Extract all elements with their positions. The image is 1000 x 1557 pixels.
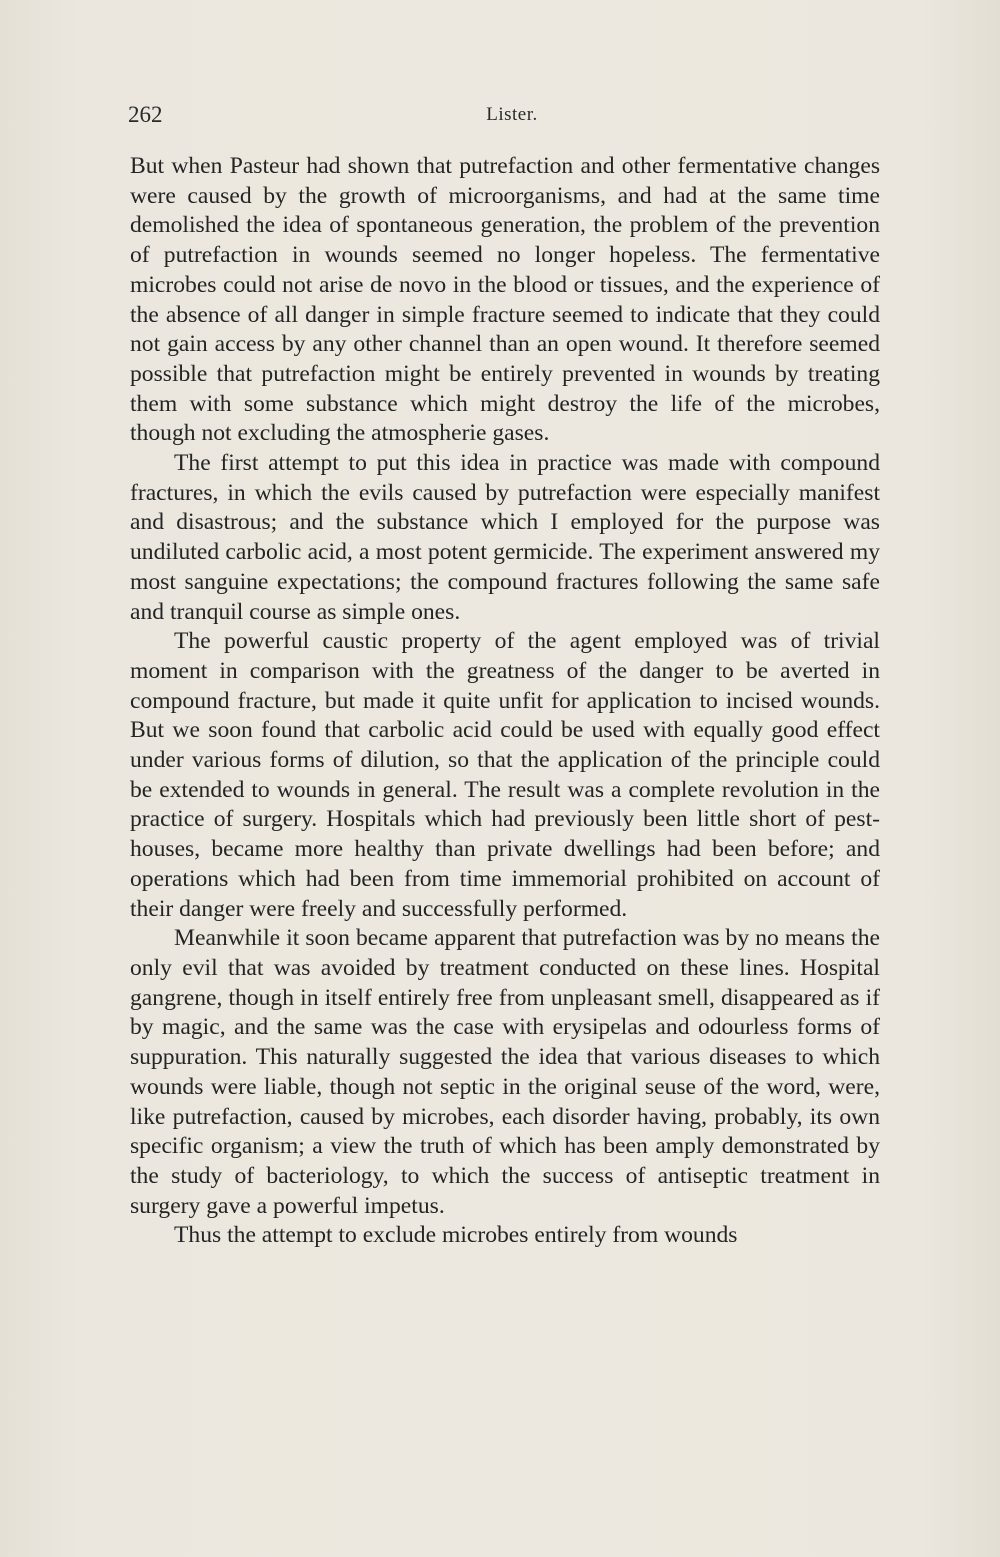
- body-text: [130, 152, 880, 1251]
- running-title: Lister.: [486, 104, 538, 125]
- paragraph: Thus the attempt to exclude microbes entirely from wounds: [174, 1222, 738, 1249]
- page-number: 262: [128, 102, 163, 127]
- paragraph: Meanwhile it soon became apparent that putrefaction was by no means the only evil that was avoided by treatment conducted on these lines. Hospital gangrene, though in itself entirely free from unpleasant smell, disappeared as if by magic, and the same was the case with erysipelas and odourless forms of suppuration. This naturally suggested the idea that various diseases to which wounds were liable, though not septic in the original seuse of the word, were, like putrefaction, caused by microbes, each disorder having, probably, its own specific organism; a view the truth of which has been amply demonstrated by the study of bacteriology, to which the success of antiseptic treatment in surgery gave a powerful impetus.: [130, 925, 880, 1219]
- running-head: [128, 102, 888, 134]
- paragraph: The first attempt to put this idea in practice was made with compound fractures, in which the evils caused by putrefaction were especially manifest and disastrous; and the substance which I employed for the purpose was undiluted carbolic acid, a most potent germicide. The experiment answered my most sanguine expectations; the compound fractures following the same safe and tranquil course as simple ones.: [130, 450, 880, 625]
- paragraph: The powerful caustic property of the agent employed was of trivial moment in comparison with the greatness of the danger to be averted in compound fracture, but made it quite unfit for application to incised wounds. But we soon found that carbolic acid could be used with equally good effect under various forms of dilution, so that the application of the principle could be extended to wounds in general. The result was a complete revolution in the practice of surgery. Hospitals which had previously been little short of pest-houses, became more healthy than private dwellings had been before; and operations which had been from time immemorial prohibited on account of their danger were freely and successfully performed.: [130, 628, 880, 922]
- paragraph: But when Pasteur had shown that putrefaction and other fermentative changes were caused by the growth of microorganisms, and had at the same time demolished the idea of spontaneous generation, the problem of the prevention of putrefaction in wounds seemed no longer hopeless. The fermentative microbes could not arise de novo in the blood or tissues, and the experience of the absence of all danger in simple fracture seemed to indicate that they could not gain access by any other channel than an open wound. It therefore seemed possible that putrefaction might be entirely prevented in wounds by treating them with some substance which might destroy the life of the microbes, though not excluding the atmospherie gases.: [130, 153, 880, 447]
